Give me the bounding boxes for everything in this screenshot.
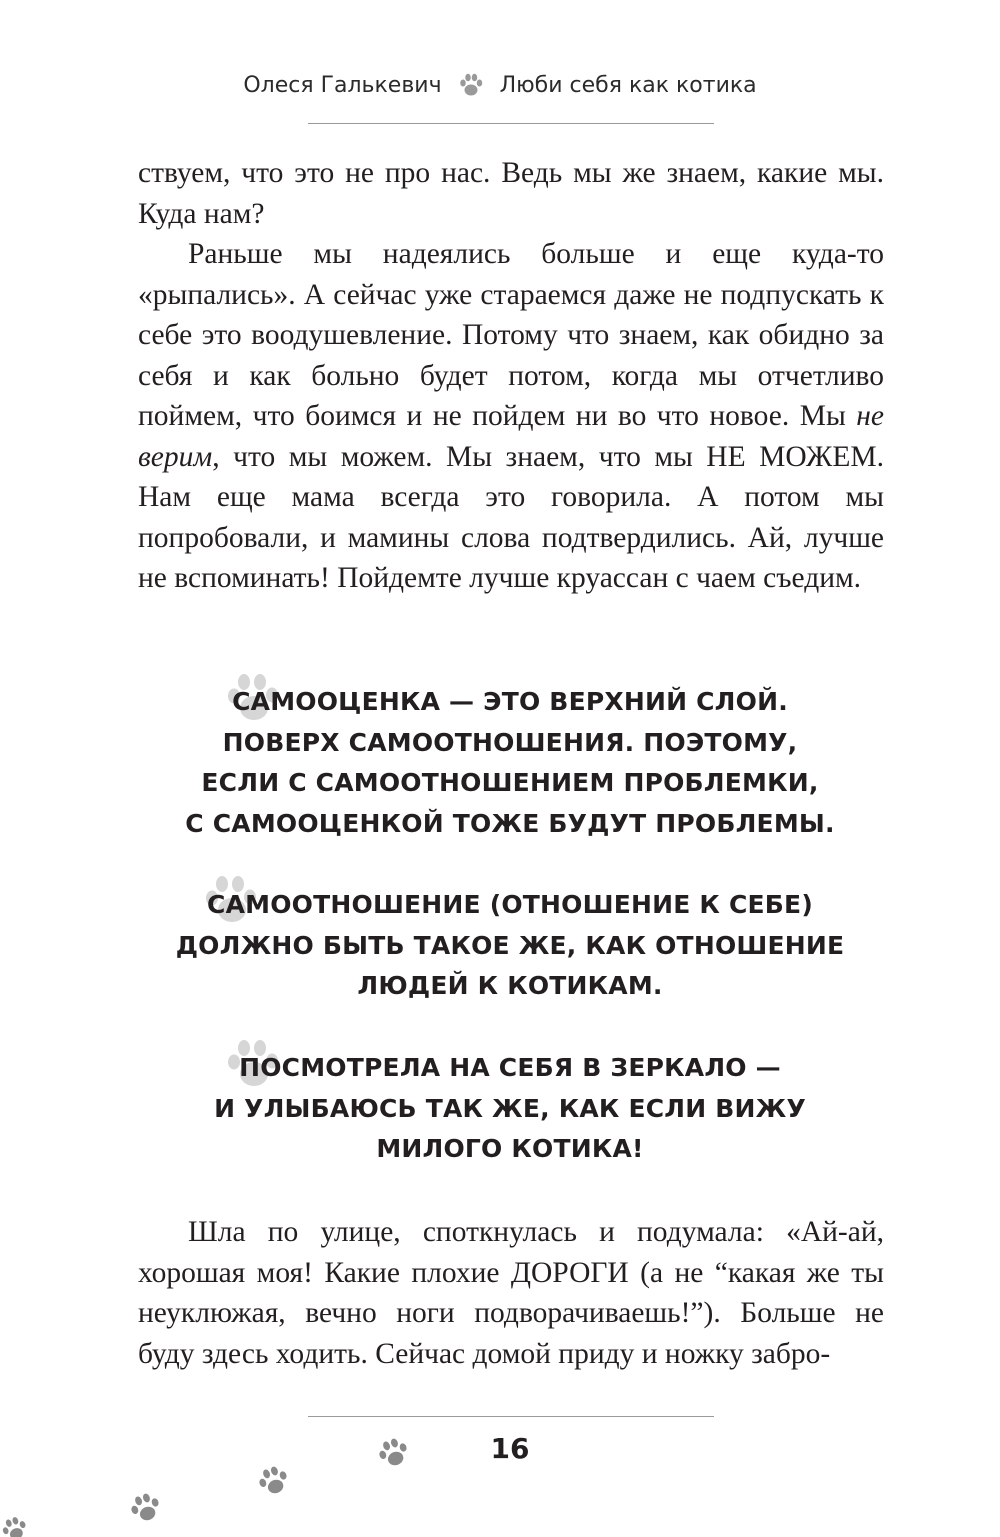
header-divider	[308, 123, 714, 124]
running-header	[0, 70, 1000, 100]
quote-line: САМООТНОШЕНИЕ (ОТНОШЕНИЕ К СЕБЕ)	[207, 890, 813, 919]
body-text-bottom	[138, 1212, 884, 1374]
quote-block	[100, 885, 920, 1007]
quote-line: С САМООЦЕНКОЙ ТОЖЕ БУДУТ ПРОБЛЕМЫ.	[185, 808, 835, 838]
body-text-top	[138, 153, 884, 599]
quote-line: ПОСМОТРЕЛА НА СЕБЯ В ЗЕРКАЛО —	[239, 1053, 781, 1082]
paw-print-icon	[0, 1515, 30, 1537]
quote-line: И УЛЫБАЮСЬ ТАК ЖЕ, КАК ЕСЛИ ВИЖУ	[214, 1093, 806, 1123]
paw-print-icon	[256, 1464, 292, 1500]
page-number: 16	[490, 1432, 530, 1465]
header-author: Олеся Галькевич	[243, 72, 442, 98]
paw-icon	[456, 70, 486, 100]
paw-print-icon	[376, 1436, 412, 1472]
paragraph: Раньше мы надеялись больше и еще куда-то «рыпались». А сейчас уже стараемся даже не подпускать к себе это воодушевление. Потому что знаем, как обидно за себя и как больно будет потом, когда мы отчетливо поймем, что боимся и не пойдем ни во что новое. Мы не верим, что мы можем. Мы знаем, что мы НЕ МОЖЕМ. Нам еще мама всегда это говорила. А потом мы попробовали, и мамины слова подтвердились. Ай, лучше не вспоминать! Пойдемте лучше круассан с чаем съедим.	[138, 238, 884, 594]
quote-line: ЛЮДЕЙ К КОТИКАМ.	[357, 971, 663, 1000]
paragraph: ствуем, что это не про нас. Ведь мы же знаем, какие мы. Куда нам?	[138, 157, 884, 230]
quote-block	[100, 1048, 920, 1170]
emphasis-text: не верим	[138, 400, 884, 473]
quote-line: ДОЛЖНО БЫТЬ ТАКОЕ ЖЕ, КАК ОТНОШЕНИЕ	[175, 930, 845, 960]
quote-line: ПОВЕРХ САМООТНОШЕНИЯ. ПОЭТОМУ,	[222, 727, 798, 757]
header-book-title: Люби себя как котика	[499, 72, 757, 98]
quote-line: ЕСЛИ С САМООТНОШЕНИЕМ ПРОБЛЕМКИ,	[201, 768, 819, 797]
paragraph: Шла по улице, споткнулась и подумала: «Ай-ай, хорошая моя! Какие плохие ДОРОГИ (а не “какая же ты неуклюжая, вечно ноги подворачиваешь!”). Больше не буду здесь ходить. Сейчас домой приду и ножку забро-	[138, 1216, 884, 1370]
footer-divider	[308, 1416, 714, 1417]
paw-print-icon	[128, 1491, 164, 1527]
quote-line: САМООЦЕНКА — ЭТО ВЕРХНИЙ СЛОЙ.	[232, 687, 788, 716]
quote-line: МИЛОГО КОТИКА!	[376, 1134, 644, 1163]
quote-block	[100, 682, 920, 844]
